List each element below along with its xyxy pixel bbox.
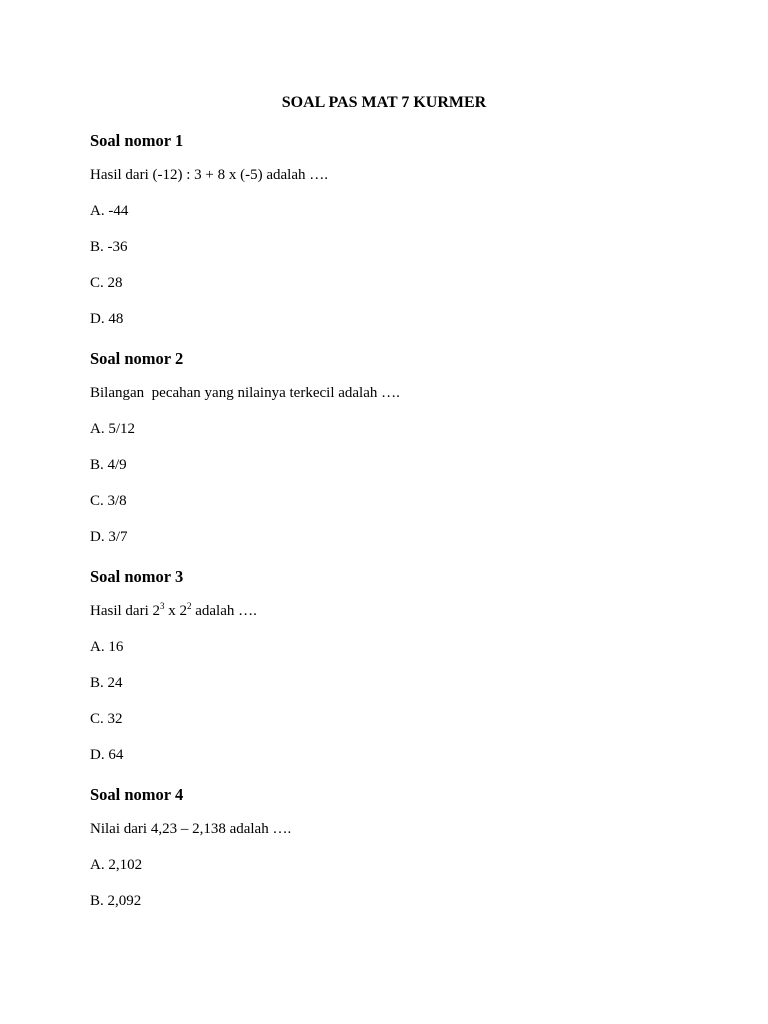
question-heading: Soal nomor 1 bbox=[90, 131, 184, 150]
question-text-suffix: adalah …. bbox=[191, 603, 257, 619]
exponent-2: 2 bbox=[186, 601, 192, 611]
question-text bbox=[90, 602, 690, 620]
answer-option-d: D. 48 bbox=[90, 311, 124, 327]
answer-option-a: A. 2,102 bbox=[90, 857, 143, 873]
question-text: Bilangan pecahan yang nilainya terkecil adalah …. bbox=[90, 385, 400, 401]
exponent-1: 3 bbox=[159, 601, 165, 611]
answer-option-a: A. 5/12 bbox=[90, 421, 135, 437]
answer-option-d: D. 64 bbox=[90, 747, 124, 763]
question-4 bbox=[90, 784, 690, 910]
answer-option-d: D. 3/7 bbox=[90, 529, 128, 545]
document-title: SOAL PAS MAT 7 KURMER bbox=[281, 94, 487, 111]
question-heading: Soal nomor 3 bbox=[90, 567, 184, 586]
answer-option-a: A. -44 bbox=[90, 203, 129, 219]
question-heading: Soal nomor 4 bbox=[90, 785, 184, 804]
question-1 bbox=[90, 130, 690, 328]
answer-option-c: C. 3/8 bbox=[90, 493, 127, 509]
question-3 bbox=[90, 566, 690, 764]
answer-option-b: B. -36 bbox=[90, 239, 128, 255]
answer-option-b: B. 24 bbox=[90, 675, 123, 691]
question-text: Hasil dari (-12) : 3 + 8 x (-5) adalah …. bbox=[90, 167, 328, 183]
question-text-prefix: Hasil dari 2 bbox=[90, 603, 160, 619]
answer-option-c: C. 28 bbox=[90, 275, 123, 291]
question-text: Nilai dari 4,23 – 2,138 adalah …. bbox=[90, 821, 292, 837]
answer-option-b: B. 2,092 bbox=[90, 893, 142, 909]
answer-option-a: A. 16 bbox=[90, 639, 124, 655]
question-2 bbox=[90, 348, 690, 546]
question-heading: Soal nomor 2 bbox=[90, 349, 184, 368]
question-text-middle: x 2 bbox=[164, 603, 187, 619]
answer-option-c: C. 32 bbox=[90, 711, 123, 727]
answer-option-b: B. 4/9 bbox=[90, 457, 127, 473]
